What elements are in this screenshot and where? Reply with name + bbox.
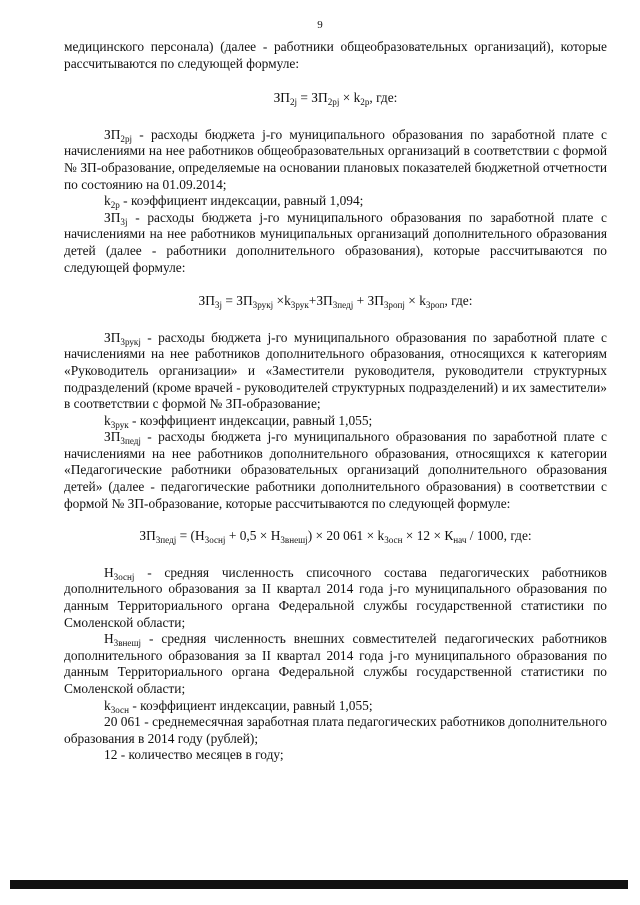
paragraph (64, 631, 607, 697)
subscript: 2pj (327, 97, 340, 108)
subscript: 2p (110, 200, 120, 211)
subscript: 3рук (110, 419, 129, 430)
text-run: Н (104, 564, 114, 580)
page-number: 9 (317, 19, 323, 31)
text-run: - коэффициент индексации, равный 1,055; (128, 697, 373, 713)
text-run: - коэффициент индексации, равный 1,055; (128, 412, 373, 428)
text-run: ЗП (198, 293, 215, 309)
text-run: 20 061 - среднемесячная заработная плата педагогических работников дополнительного образования в 2014 году (рублей); (64, 714, 607, 746)
subscript: 3рукj (120, 336, 141, 347)
text-run: = ЗП (222, 293, 253, 309)
text-run: = ЗП (297, 90, 328, 106)
subscript: 3педj (120, 436, 141, 447)
subscript: нач (453, 535, 467, 546)
paragraph (64, 330, 607, 413)
text-run: ЗП (104, 329, 121, 345)
text-run: ×k (273, 293, 291, 309)
text-run: k (104, 193, 111, 209)
subscript: 3оснj (204, 535, 226, 546)
subscript: 3j (120, 216, 128, 227)
subscript: 3ропj (383, 300, 405, 311)
text-run: ЗП (104, 126, 121, 142)
text-run: ЗП (139, 528, 156, 544)
text-run: , где: (369, 90, 398, 106)
formula (64, 293, 607, 310)
text-run: ЗП (104, 209, 121, 225)
document-body (64, 39, 607, 764)
subscript: 2pj (120, 133, 133, 144)
paragraph (64, 193, 607, 210)
paragraph (64, 39, 607, 72)
text-run: - расходы бюджета j-го муниципального образования по заработной плате с начислениями на нее работников общеобразовательных организаций в соответствии с формой № ЗП-образование, определяемые на основании плановых показателей бюджетной отчетности по состоянию на 01.09.2014; (64, 126, 607, 192)
paragraph (64, 747, 607, 764)
text-run: ) × 20 061 × k (307, 528, 385, 544)
text-run: 12 - количество месяцев в году; (104, 747, 284, 763)
text-run: k (104, 697, 111, 713)
text-run: + 0,5 × Н (225, 528, 281, 544)
formula (64, 90, 607, 107)
subscript: 3j (214, 300, 223, 311)
text-run: +ЗП (308, 293, 333, 309)
paragraph (64, 429, 607, 512)
text-run: - средняя численность внешних совместителей педагогических работников дополнительного образования за II квартал 2014 года j-го муниципального образования по данным Территориального органа Федеральной службы государственной статистики по Смоленской области; (64, 631, 607, 696)
paragraph (64, 413, 607, 430)
page-bottom-border (10, 880, 628, 889)
text-run: = (Н (176, 528, 205, 544)
text-run: ЗП (104, 429, 121, 445)
text-run: , где: (444, 293, 473, 309)
subscript: 3педj (332, 300, 354, 311)
text-run: - расходы бюджета j-го муниципального образования по заработной плате с начислениями на нее работников дополнительного образования, относящихся к категории «Педагогические работники образовательных организаций дополнительного образования детей» (далее - педагогические работники дополнительного образования) в соответствии с формой № ЗП-образование, которые рассчитываются по следующей формуле: (64, 429, 607, 511)
formula (64, 528, 607, 545)
paragraph (64, 714, 607, 747)
text-run: × 12 × К (402, 528, 454, 544)
paragraph (64, 698, 607, 715)
text-run: - коэффициент индексации, равный 1,094; (119, 193, 364, 209)
subscript: 3осн (384, 535, 403, 546)
text-run: ЗП (273, 90, 290, 106)
text-run: k (104, 412, 111, 428)
text-run: - расходы бюджета j-го муниципального образования по заработной плате с начислениями на нее работников муниципальных организаций дополнительного образования детей (далее - работники дополнительного образования), которые рассчитываются по следующей формуле: (64, 209, 607, 275)
text-run: - расходы бюджета j-го муниципального образования по заработной плате с начислениями на нее работников дополнительного образования, относящихся к категориям «Руководитель организации» и «Заместители руководителя, руководители структурных подразделений (кроме врачей - руководителей структурных подразделений) и их заместители» в соответствии с формой № ЗП-образование; (64, 329, 607, 412)
subscript: 3рукj (252, 300, 274, 311)
text-run: медицинского персонала) (далее - работники общеобразовательных организаций), которые рассчитываются по следующей формуле: (64, 39, 607, 71)
text-run: - средняя численность списочного состава педагогических работников дополнительного образования за II квартал 2014 года j-го муниципального образования по данным Территориального органа Федеральной службы государственной статистики по Смоленской области; (64, 564, 607, 630)
subscript: 3педj (155, 535, 177, 546)
paragraph (64, 565, 607, 631)
subscript: 3оснj (113, 571, 135, 582)
text-run: / 1000, где: (466, 528, 532, 544)
subscript: 3внешj (113, 638, 141, 649)
subscript: 3роп (425, 300, 445, 311)
text-run: × k (404, 293, 426, 309)
subscript: 3внешj (280, 535, 308, 546)
text-run: + ЗП (353, 293, 384, 309)
paragraph (64, 210, 607, 276)
paragraph (64, 127, 607, 193)
subscript: 2j (289, 97, 298, 108)
text-run: Н (104, 631, 114, 647)
text-run: × k (339, 90, 361, 106)
subscript: 3осн (110, 704, 129, 715)
subscript: 2p (360, 97, 370, 108)
subscript: 3рук (290, 300, 309, 311)
